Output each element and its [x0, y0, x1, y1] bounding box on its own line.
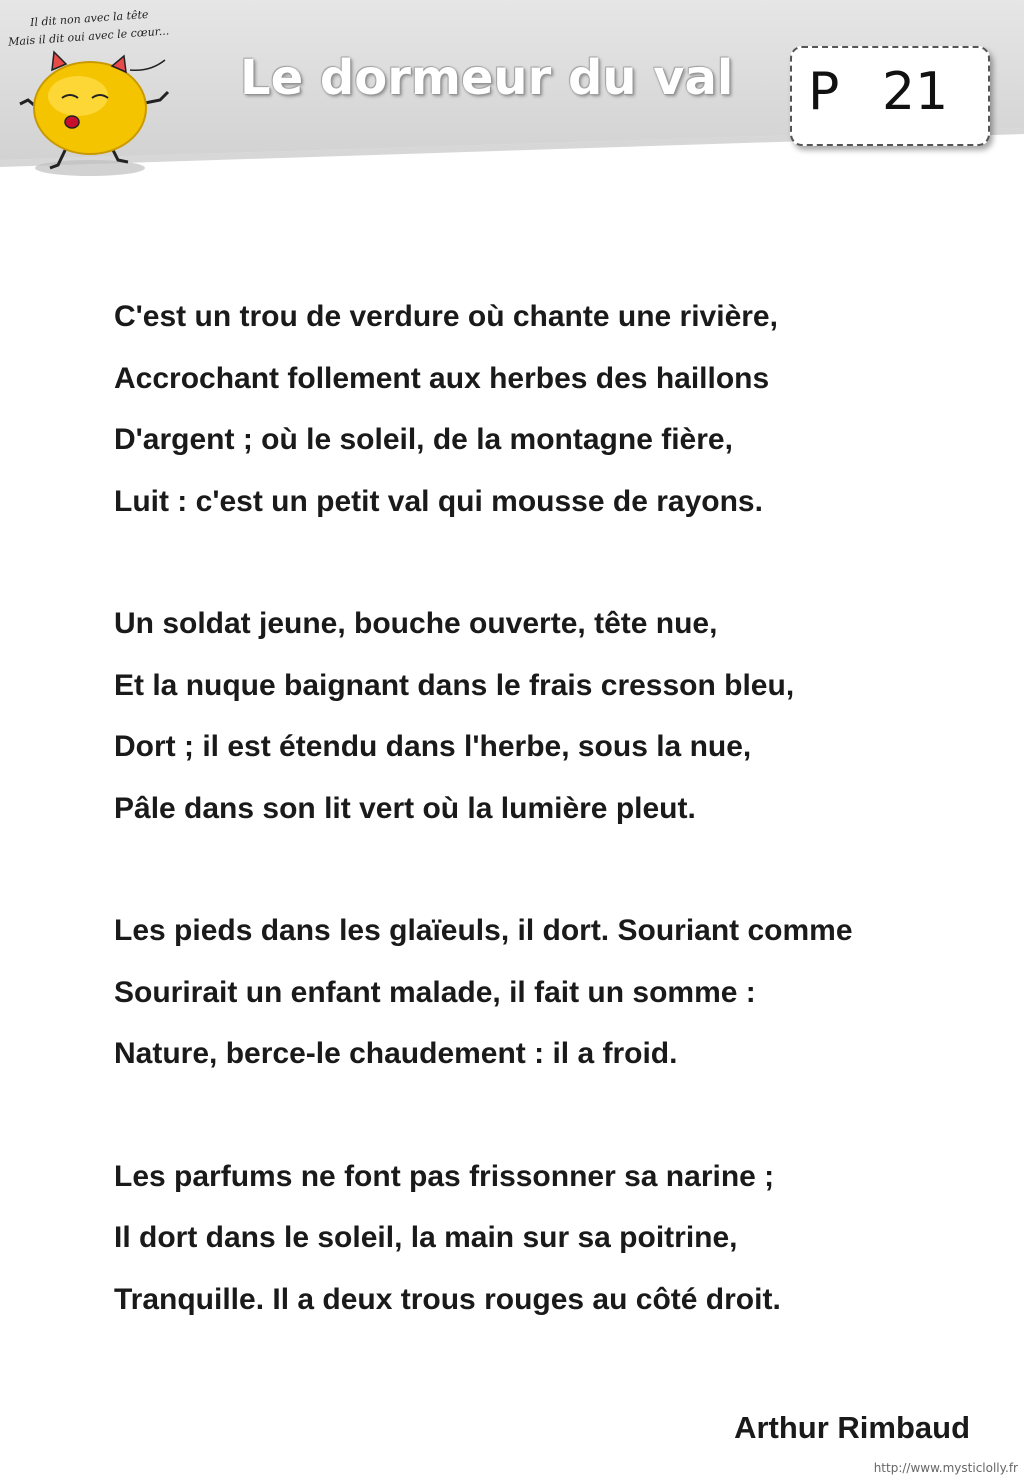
poem-line: Tranquille. Il a deux trous rouges au côté droit. [114, 1282, 781, 1316]
stanza-4 [114, 1146, 994, 1331]
poem-author: Arthur Rimbaud [734, 1410, 970, 1445]
stanza-2 [114, 593, 994, 839]
mascot-caption-line2: Mais il dit oui avec le cœur... [7, 24, 170, 49]
footer-url: http://www.mysticlolly.fr [873, 1461, 1018, 1475]
poem-line: D'argent ; où le soleil, de la montagne fière, [114, 423, 733, 456]
page-title: Le dormeur du val [240, 50, 734, 106]
stanza-3 [114, 900, 994, 1085]
poem-line: Accrochant follement aux herbes des haillons [114, 361, 770, 395]
poem-line: Les parfums ne font pas frissonner sa narine ; [114, 1159, 775, 1193]
page-label: P [808, 62, 840, 122]
poem-line: Pâle dans son lit vert où la lumière pleut. [114, 791, 696, 825]
poem-line: Il dort dans le soleil, la main sur sa poitrine, [114, 1221, 738, 1254]
poem-line: Dort ; il est étendu dans l'herbe, sous la nue, [114, 730, 752, 763]
poem-line: Un soldat jeune, bouche ouverte, tête nue, [114, 607, 718, 640]
poem-line: Sourirait un enfant malade, il fait un somme : [114, 975, 756, 1009]
poem-line: C'est un trou de verdure où chante une rivière, [114, 300, 778, 333]
poem-line: Luit : c'est un petit val qui mousse de rayons. [114, 484, 763, 518]
mascot-caption-line1: Il dit non avec la tête [29, 7, 149, 30]
poem-line: Les pieds dans les glaïeuls, il dort. Souriant comme [114, 914, 853, 947]
stanza-1 [114, 286, 994, 532]
poem-line: Et la nuque baignant dans le frais cresson bleu, [114, 668, 795, 702]
page-number-box [790, 46, 990, 146]
poem-line: Nature, berce-le chaudement : il a froid. [114, 1037, 678, 1070]
page-number: 21 [882, 62, 949, 122]
poem [114, 286, 994, 1391]
